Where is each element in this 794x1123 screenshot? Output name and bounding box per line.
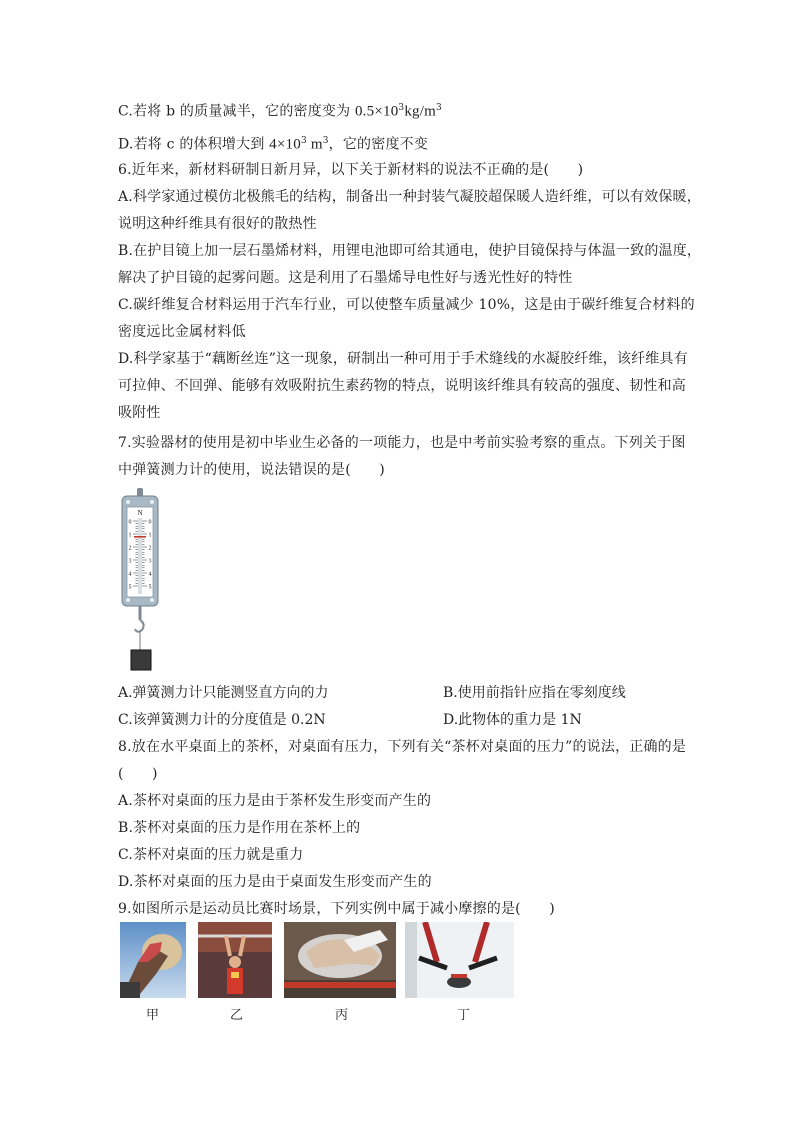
scale-tick-label-left: 1 bbox=[128, 532, 132, 539]
q5-option-c bbox=[118, 98, 442, 122]
q7-option-b: B.使用前指针应指在零刻度线 bbox=[443, 685, 626, 701]
photo-yi bbox=[198, 922, 272, 998]
q7-option-c: C.该弹簧测力计的分度值是 0.2N bbox=[118, 712, 326, 728]
q8-option-b: B.茶杯对桌面的压力是作用在茶杯上的 bbox=[118, 820, 361, 836]
q5-option-d-math: 4×10 bbox=[269, 136, 301, 153]
q8-option-c: C.茶杯对桌面的压力就是重力 bbox=[118, 847, 304, 863]
q7-stem-line2: 中弹簧测力计的使用，说法错误的是( ) bbox=[118, 462, 385, 478]
photo-ding bbox=[405, 922, 514, 998]
photo-bing bbox=[284, 922, 396, 998]
q6-option-b-line1: B.在护目镜上加一层石墨烯材料，用锂电池即可给其通电，使护目镜保持与体温一致的温度， bbox=[118, 243, 702, 259]
scale-tick-label-left: 4 bbox=[128, 571, 132, 578]
scale-rod bbox=[139, 606, 142, 620]
q5-option-c-unit: kg/m bbox=[404, 103, 436, 120]
scale-tick-label-right: 4 bbox=[148, 571, 152, 578]
photo-yi-gymnast bbox=[198, 922, 272, 998]
q5-option-d-unit: m bbox=[306, 136, 323, 153]
q6-option-c-line2: 密度远比金属材料低 bbox=[118, 324, 246, 340]
scale-rivet-tl bbox=[126, 500, 130, 504]
q5-option-c-math: 0.5×10 bbox=[354, 103, 399, 120]
spring-scale-svg bbox=[120, 488, 160, 673]
q6-option-a-line2: 说明这种纤维具有很好的散热性 bbox=[118, 216, 317, 232]
scale-tick-label-left: 0 bbox=[128, 519, 132, 526]
scale-tick-label-left: 2 bbox=[128, 545, 132, 552]
q6-option-d-line3: 吸附性 bbox=[118, 405, 161, 421]
q7-option-a: A.弹簧测力计只能测竖直方向的力 bbox=[118, 685, 329, 701]
q7-stem-line1: 7.实验器材的使用是初中毕业生必备的一项能力，也是中考前实验考察的重点。下列关于图 bbox=[118, 435, 686, 451]
q5-option-d-suffix: ，它的密度不变 bbox=[328, 136, 429, 153]
q5-option-c-exp: 3 bbox=[398, 103, 405, 113]
scale-rivet-tr bbox=[150, 500, 154, 504]
photo-jia bbox=[120, 922, 186, 998]
q6-option-b-line2: 解决了护目镜的起雾问题。这是利用了石墨烯导电性好与透光性好的特性 bbox=[118, 270, 573, 286]
scale-tick-label-left: 5 bbox=[128, 584, 132, 591]
q8-option-a: A.茶杯对桌面的压力是由于茶杯发生形变而产生的 bbox=[118, 793, 432, 809]
hanging-weight bbox=[131, 650, 151, 670]
spring-scale-figure bbox=[120, 488, 160, 673]
q8-stem-line1: 8.放在水平桌面上的茶杯，对桌面有压力，下列有关“茶杯对桌面的压力”的说法，正确的是 bbox=[118, 739, 687, 755]
scale-tick-label-right: 2 bbox=[148, 545, 152, 552]
q5-option-c-unit-exp: 3 bbox=[435, 103, 442, 113]
q5-option-d-exp: 3 bbox=[300, 136, 307, 146]
photo-bing-chalk-hand bbox=[284, 922, 396, 998]
q8-option-d: D.茶杯对桌面的压力是由于桌面发生形变而产生的 bbox=[118, 874, 432, 890]
q8-stem-line2: ( ) bbox=[118, 766, 158, 782]
photo-jia-glove bbox=[120, 922, 186, 998]
scale-top-ring bbox=[137, 488, 143, 496]
caption-yi: 乙 bbox=[230, 1008, 244, 1023]
q5-option-d-unit-exp: 3 bbox=[322, 136, 329, 146]
scale-tick-label-left: 3 bbox=[128, 558, 132, 565]
scale-slot bbox=[138, 518, 142, 594]
caption-jia: 甲 bbox=[146, 1008, 160, 1023]
q5-option-d bbox=[118, 131, 428, 155]
scale-tick-label-right: 5 bbox=[148, 584, 152, 591]
q9-stem: 9.如图所示是运动员比赛时场景，下列实例中属于减小摩擦的是( ) bbox=[118, 901, 555, 917]
q6-stem: 6.近年来，新材料研制日新月异，以下关于新材料的说法不正确的是( ) bbox=[118, 162, 584, 178]
q7-option-d: D.此物体的重力是 1N bbox=[443, 712, 582, 728]
scale-tick-label-right: 1 bbox=[148, 532, 152, 539]
q6-option-a-line1: A.科学家通过模仿北极熊毛的结构，制备出一种封装气凝胶超保暖人造纤维，可以有效保暖， bbox=[118, 189, 701, 205]
scale-pointer bbox=[134, 536, 146, 538]
scale-hook bbox=[135, 620, 144, 632]
caption-ding: 丁 bbox=[457, 1008, 471, 1023]
scale-tick-label-right: 0 bbox=[148, 519, 152, 526]
q6-option-d-line1: D.科学家基于“藕断丝连”这一现象，研制出一种可用于手术缝线的水凝胶纤维，该纤维具有 bbox=[118, 351, 688, 367]
q5-option-d-text: D.若将 c 的体积增大到 bbox=[118, 136, 270, 153]
q6-option-c-line1: C.碳纤维复合材料运用于汽车行业，可以使整车质量减少 10%，这是由于碳纤维复合材料的 bbox=[118, 297, 695, 313]
q5-option-c-text: C.若将 b 的质量减半，它的密度变为 bbox=[118, 103, 355, 120]
q6-option-d-line2: 可拉伸、不回弹、能够有效吸附抗生素药物的特点，说明该纤维具有较高的强度、韧性和高 bbox=[118, 378, 686, 394]
scale-rivet-br bbox=[150, 598, 154, 602]
photo-ding-curling bbox=[405, 922, 514, 998]
caption-bing: 丙 bbox=[335, 1008, 349, 1023]
scale-rivet-bl bbox=[126, 598, 130, 602]
scale-tick-label-right: 3 bbox=[148, 558, 152, 565]
scale-unit-label: N bbox=[137, 509, 143, 517]
